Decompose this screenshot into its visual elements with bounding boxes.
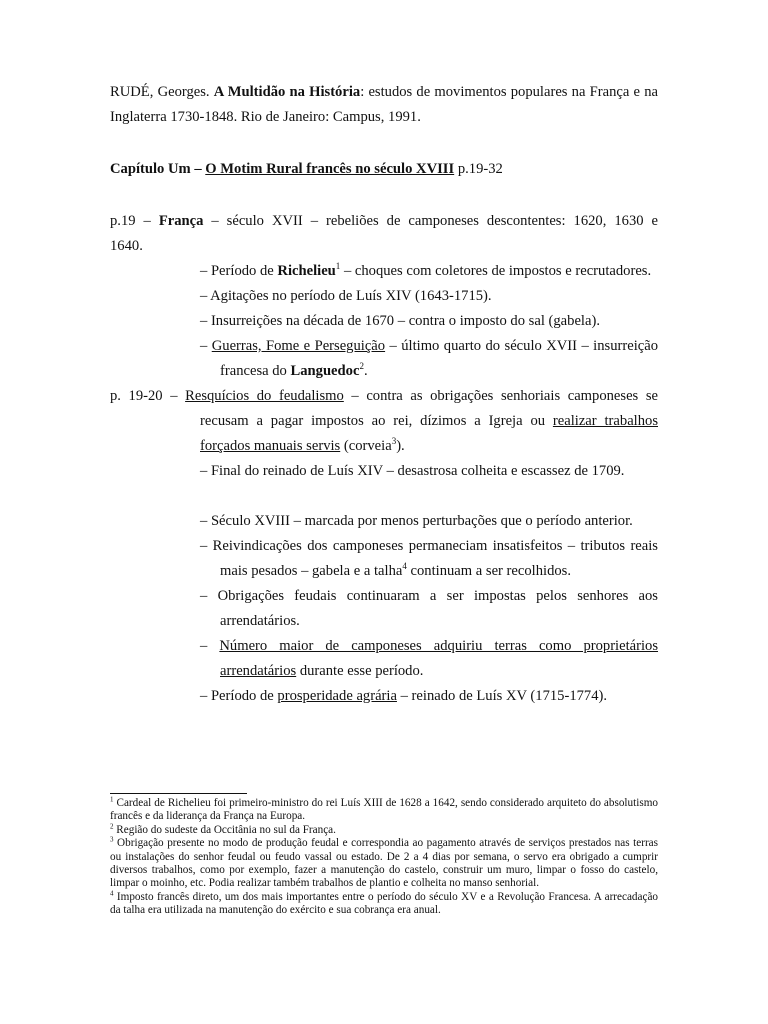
section2-item-numero-maior (110, 634, 658, 684)
footnote-ref-3: 3 (391, 436, 397, 447)
section1-item-insurreicoes: – Insurreições na década de 1670 – contra o imposto do sal (gabela). (200, 313, 600, 329)
footnote-1 (110, 797, 658, 824)
prosperidade-underline: prosperidade agrária (277, 688, 397, 704)
chapter-label: Capítulo Um – (110, 161, 206, 177)
item-prefix: – (200, 338, 212, 354)
item-text: – choques com coletores de impostos e recrutadores. (340, 263, 652, 279)
trabalhos-underline: realizar trabalhos forçados manuais servis (200, 413, 658, 454)
footnote-3 (110, 837, 658, 891)
footnote-ref-4: 4 (402, 561, 407, 572)
footnote-number: 3 (110, 835, 114, 844)
item-text: durante esse período. (296, 663, 424, 679)
chapter-title: O Motim Rural francês no século XVIII (205, 161, 455, 177)
footnotes (110, 797, 658, 918)
footnote-text: Região do sudeste da Occitânia no sul da França. (113, 823, 336, 836)
ref-author: RUDÉ, Georges. (110, 84, 214, 100)
footnote-separator (110, 793, 247, 794)
cont-text-post: (corveia (340, 438, 392, 454)
section2-item-prosperidade (110, 684, 658, 709)
section1-item-richelieu (110, 259, 658, 284)
footnote-4 (110, 891, 658, 918)
cont-text: recusam a pagar impostos ao rei, dízimos a Igreja ou (200, 413, 553, 429)
item-prefix: – (200, 638, 220, 654)
languedoc-name: Languedoc (290, 363, 360, 379)
section2-intro (110, 384, 658, 409)
item-text-post: continuam a ser recolhidos. (406, 563, 571, 579)
ref-book-title: A Multidão na História (213, 84, 361, 100)
footnote-text: Cardeal de Richelieu foi primeiro-ministro do rei Luís XIII de 1628 a 1642, sendo considerado arquiteto do absolutismo francês e da liderança da França na Europa. (110, 797, 658, 823)
item-prefix: – Período de (200, 263, 278, 279)
camponeses-underline: Número maior de camponeses adquiriu terras como proprietários arrendatários (219, 638, 659, 679)
footnote-ref-1: 1 (335, 261, 341, 272)
cont-end: ). (396, 438, 405, 454)
item-text: – reinado de Luís XV (1715-1774). (396, 688, 608, 704)
section2-page-ref: p. 19-20 – (110, 388, 186, 404)
section2-item-obrigacoes: – Obrigações feudais continuaram a ser impostas pelos senhores aos arrendatários. (200, 588, 658, 629)
item-end: . (363, 363, 368, 379)
footnote-text: Obrigação presente no modo de produção feudal e correspondia ao pagamento através de serviços prestados nas terras ou instalações do senhor feudal ou feudo vassal ou estado. De 2 a 4 dias por semana, o servo era obrigado a cumprir diversos trabalhos, como por exemplo, fazer a manutenção do castelo, construir um muro, limpar o fosso do castelo, limpar o moinho, etc. Podia realizar também trabalhos de plantio e colheita no manso senhorial. (110, 837, 658, 890)
item-text: – último quarto do século XVII – insurreição francesa do (220, 338, 659, 379)
guerras-underline: Guerras, Fome e Perseguição (211, 338, 386, 354)
section1-item-luis-xiv: – Agitações no período de Luís XIV (1643-1715). (200, 288, 492, 304)
chapter-pages: p.19-32 (454, 161, 503, 177)
ref-publication-info: : estudos de movimentos populares na França e na Inglaterra 1730-1848. Rio de Janeiro: Campus, 1991. (110, 84, 659, 125)
item-prefix: – Período de (200, 688, 278, 704)
section2-item-seculo-xviii: – Século XVIII – marcada por menos perturbações que o período anterior. (200, 513, 633, 529)
section2-intro-cont (110, 409, 658, 459)
footnote-number: 1 (110, 795, 114, 804)
section1-item-guerras (110, 334, 658, 384)
chapter-heading (110, 157, 658, 182)
footnote-ref-2: 2 (359, 361, 364, 372)
section1-intro-text: – século XVII – rebeliões de camponeses descontentes: 1620, 1630 e (203, 213, 658, 229)
item-text: – Reivindicações dos camponeses permaneciam insatisfeitos – tributos reais mais pesados – gabela e a talha (200, 538, 658, 579)
richelieu-name: Richelieu (277, 263, 336, 279)
main-text (110, 80, 658, 709)
section1-intro-cont: 1640. (110, 238, 143, 254)
footnote-number: 2 (110, 822, 114, 831)
section1-page-ref: p.19 – (110, 213, 159, 229)
section2-item-reivindicacoes (110, 534, 658, 584)
footnote-text: Imposto francês direto, um dos mais importantes entre o período do século XV e a Revolução Francesa. A arrecadação da talha era utilizada na manutenção do exército e sua cobrança era anual. (110, 890, 658, 917)
footnote-2 (110, 824, 658, 837)
feudalismo-underline: Resquícios do feudalismo (185, 388, 344, 404)
section1-intro (110, 209, 658, 234)
bibliographic-reference (110, 80, 658, 130)
section1-country: França (158, 213, 204, 229)
section2-intro-text: – contra as obrigações senhoriais camponeses se (343, 388, 658, 404)
footnote-number: 4 (110, 889, 114, 898)
section2-item-final-reinado: – Final do reinado de Luís XIV – desastrosa colheita e escassez de 1709. (200, 463, 625, 479)
